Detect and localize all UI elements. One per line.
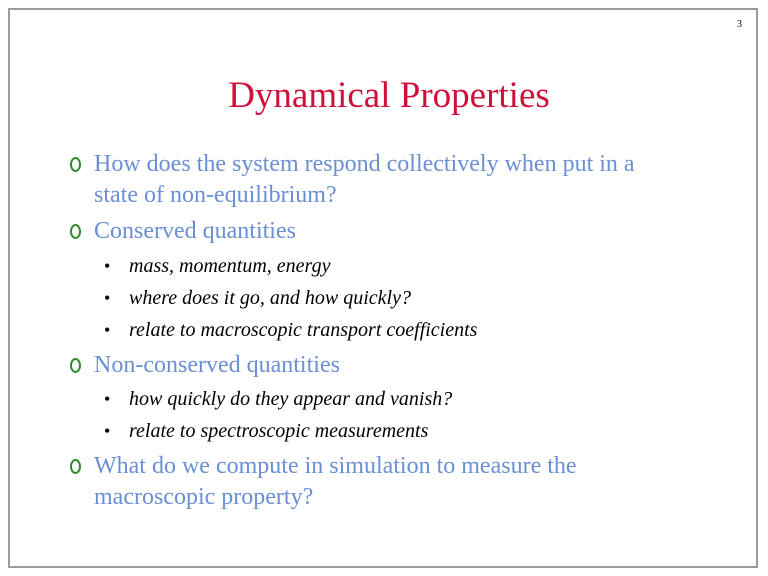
sub-bullet-text: relate to spectroscopic measurements — [129, 420, 429, 442]
bullet-item — [94, 216, 694, 247]
bullet-text: macroscopic property? — [94, 484, 314, 510]
slide-title: Dynamical Properties — [228, 75, 550, 116]
bullet-text-continuation — [94, 482, 694, 513]
sub-bullet-item — [104, 253, 331, 279]
circle-bullet-icon — [70, 358, 81, 373]
sub-bullet-text: relate to macroscopic transport coefficients — [129, 319, 478, 341]
slide — [8, 8, 758, 568]
bullet-text: What do we compute in simulation to measure the — [94, 453, 577, 479]
sub-bullet-item — [104, 386, 453, 412]
bullet-item — [94, 350, 694, 381]
sub-bullet-item — [104, 285, 411, 311]
sub-bullet-text: mass, momentum, energy — [129, 255, 331, 277]
bullet-text: state of non-equilibrium? — [94, 182, 337, 208]
sub-bullet-text: where does it go, and how quickly? — [129, 287, 411, 309]
bullet-item — [94, 451, 694, 482]
dot-bullet-icon: • — [104, 389, 111, 409]
bullet-text: How does the system respond collectively when put in a — [94, 151, 635, 177]
circle-bullet-icon — [70, 157, 81, 172]
circle-bullet-icon — [70, 224, 81, 239]
dot-bullet-icon: • — [104, 288, 111, 308]
circle-bullet-icon — [70, 459, 81, 474]
dot-bullet-icon: • — [104, 320, 111, 340]
bullet-text: Conserved quantities — [94, 218, 296, 244]
dot-bullet-icon: • — [104, 421, 111, 441]
bullet-text: Non-conserved quantities — [94, 352, 340, 378]
sub-bullet-item — [104, 418, 429, 444]
page-number: 3 — [737, 19, 742, 30]
sub-bullet-item — [104, 317, 478, 343]
bullet-text-continuation — [94, 180, 694, 211]
bullet-item — [94, 149, 694, 180]
dot-bullet-icon: • — [104, 256, 111, 276]
sub-bullet-text: how quickly do they appear and vanish? — [129, 388, 453, 410]
